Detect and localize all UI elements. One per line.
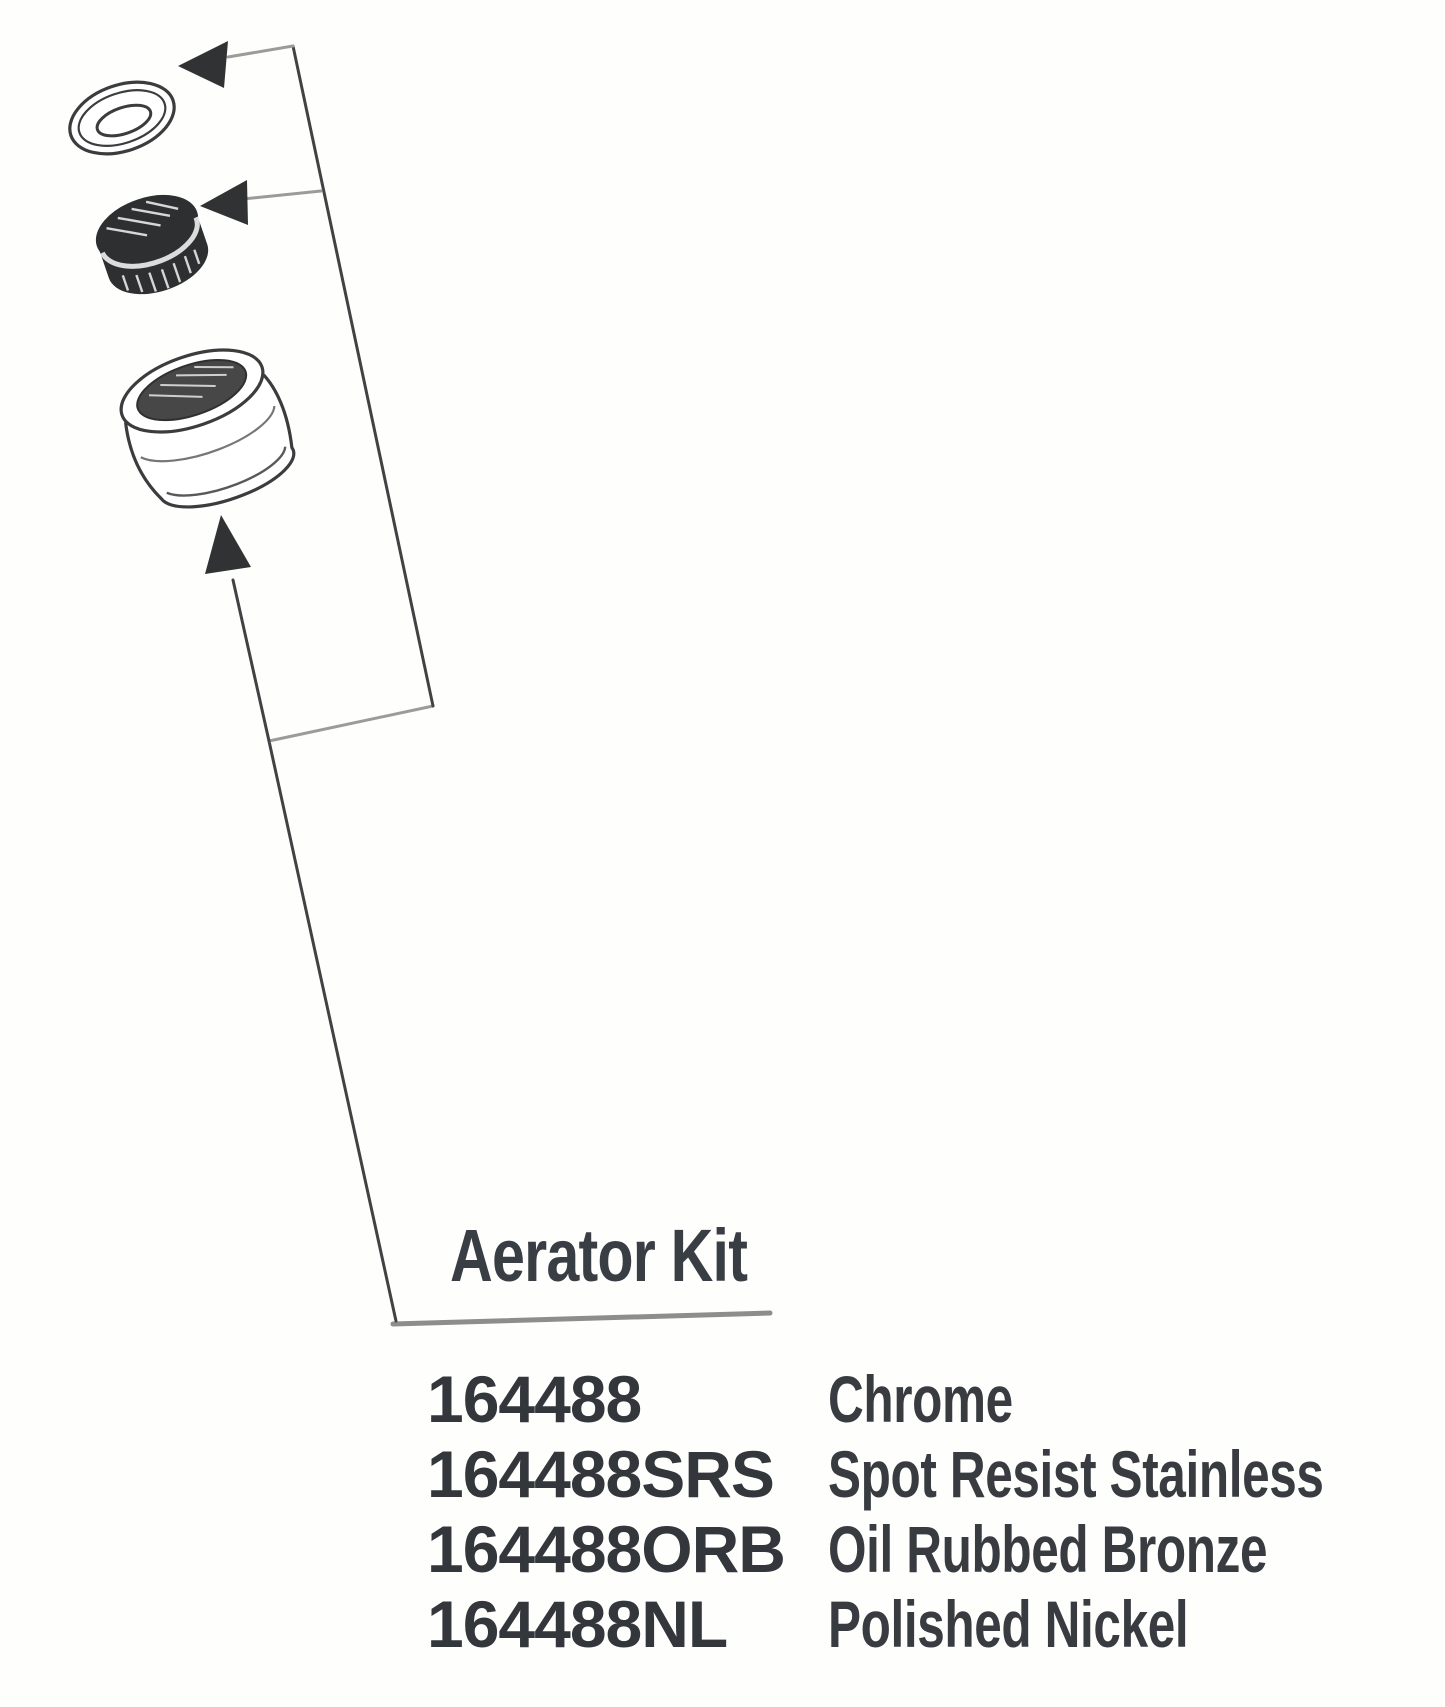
part-row <box>427 1437 1427 1512</box>
arrow-line-top <box>228 46 293 57</box>
arrow-left-icon <box>200 180 248 225</box>
label-leader-line <box>269 741 396 1321</box>
part-finish: Spot Resist Stainless <box>828 1437 1324 1511</box>
bracket-line <box>293 46 433 706</box>
part-row <box>427 1512 1427 1587</box>
label-underline <box>393 1313 770 1324</box>
leader-lines <box>228 46 770 1324</box>
arrow-left-icon <box>178 41 228 88</box>
part-row <box>427 1587 1427 1662</box>
trim-ring-part <box>60 69 184 167</box>
arrow-up-icon <box>205 515 251 574</box>
aerator-kit-label: Aerator Kit <box>450 1214 748 1297</box>
arrow-line-bottom <box>233 580 269 741</box>
aerator-insert-part <box>88 184 217 307</box>
part-finish: Polished Nickel <box>828 1587 1189 1661</box>
part-row <box>427 1362 1427 1437</box>
part-finish: Oil Rubbed Bronze <box>828 1512 1268 1586</box>
junction-line <box>269 706 433 741</box>
part-sku: 164488NL <box>427 1587 728 1661</box>
aerator-housing-part <box>108 332 305 525</box>
part-sku: 164488ORB <box>427 1512 785 1586</box>
part-sku: 164488SRS <box>427 1437 774 1511</box>
part-sku: 164488 <box>427 1362 642 1436</box>
arrow-line-middle <box>243 191 321 199</box>
part-finish: Chrome <box>828 1362 1013 1436</box>
